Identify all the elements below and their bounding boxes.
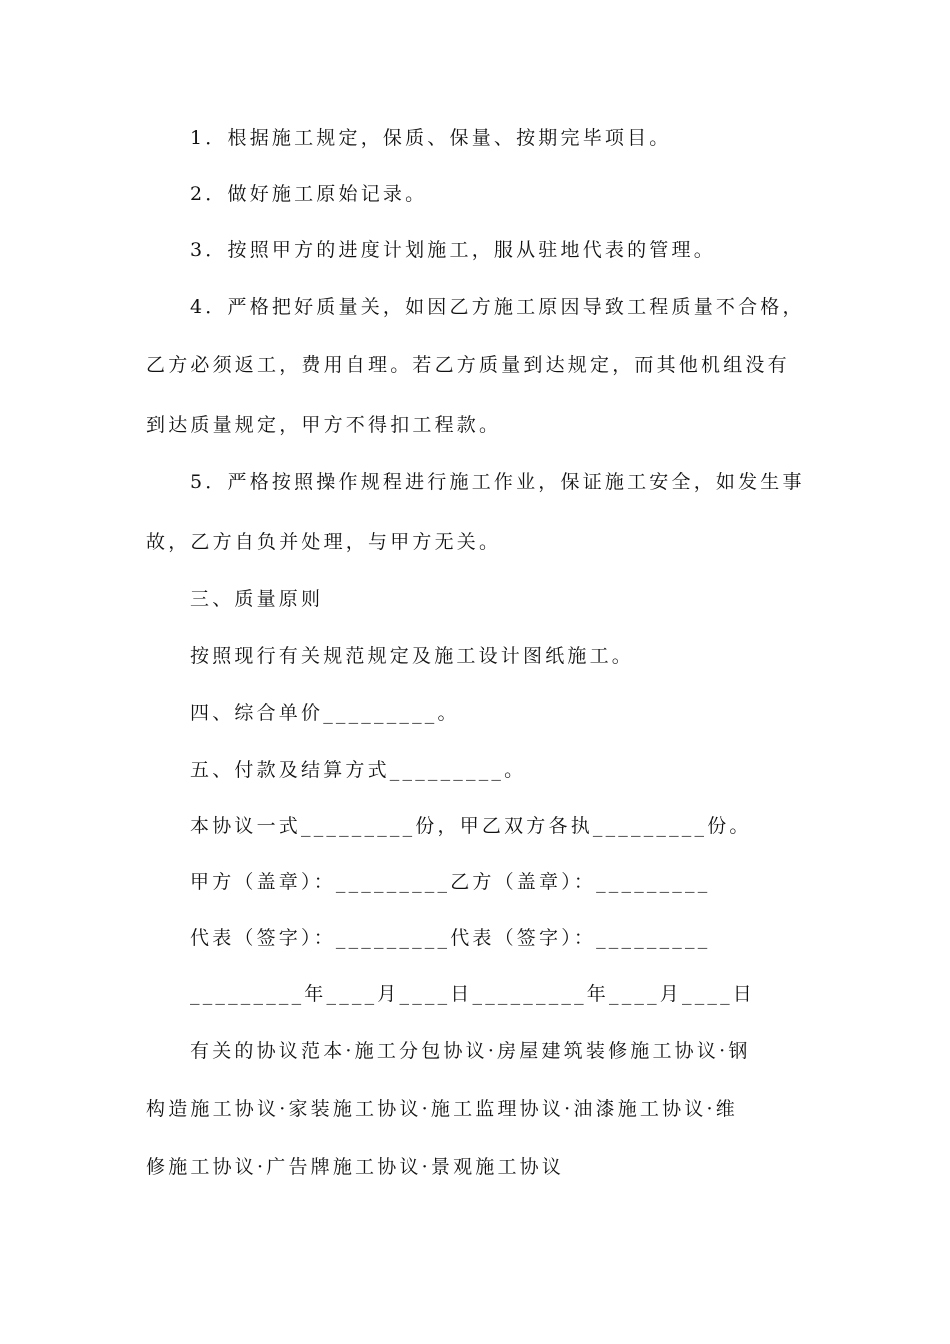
clause-3: 3．按照甲方的进度计划施工，服从驻地代表的管理。 (190, 239, 716, 261)
section-heading-price: 四、综合单价_________。 (190, 702, 460, 724)
clause-5-line-1: 5．严格按照操作规程进行施工作业，保证施工安全，如发生事 (190, 471, 805, 493)
related-line-3: 修施工协议·广告牌施工协议·景观施工协议 (146, 1156, 565, 1178)
section-heading-payment: 五、付款及结算方式_________。 (190, 759, 527, 781)
quality-text: 按照现行有关规范规定及施工设计图纸施工。 (190, 645, 635, 667)
date-line: _________年____月____日_________年____月____日 (190, 983, 756, 1005)
seal-line: 甲方（盖章）：_________乙方（盖章）：_________ (190, 871, 711, 893)
signature-line: 代表（签字）：_________代表（签字）：_________ (190, 927, 711, 949)
clause-2: 2．做好施工原始记录。 (190, 183, 428, 205)
clause-5-line-2: 故，乙方自负并处理，与甲方无关。 (146, 531, 502, 553)
clause-4-line-2: 乙方必须返工，费用自理。若乙方质量到达规定，而其他机组没有 (146, 354, 790, 376)
clause-4-line-3: 到达质量规定，甲方不得扣工程款。 (146, 414, 502, 436)
clause-4-line-1: 4．严格把好质量关，如因乙方施工原因导致工程质量不合格， (190, 296, 805, 318)
clause-1: 1．根据施工规定，保质、保量、按期完毕项目。 (190, 127, 672, 149)
related-line-1: 有关的协议范本·施工分包协议·房屋建筑装修施工协议·钢 (190, 1040, 751, 1062)
related-line-2: 构造施工协议·家装施工协议·施工监理协议·油漆施工协议·维 (146, 1098, 738, 1120)
copies-text: 本协议一式_________份，甲乙双方各执_________份。 (190, 815, 752, 837)
section-heading-quality: 三、质量原则 (190, 588, 324, 610)
